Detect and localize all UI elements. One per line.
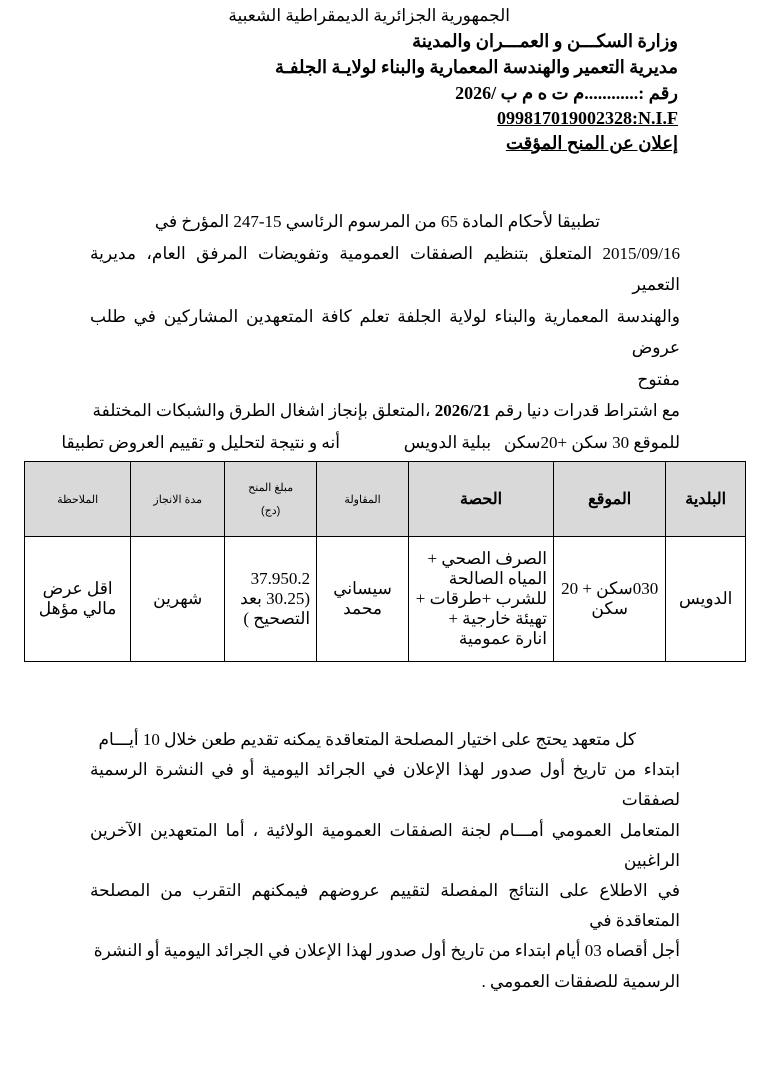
cell-contractor: سيساني محمد — [317, 537, 409, 662]
tender-number: 2026/21 — [434, 401, 491, 420]
table-header-row — [25, 462, 746, 537]
closing-line: في الاطلاع على النتائج المفصلة لتقييم عروضهم فيمكنهم التقرب من المصلحة المتعاقدة في — [90, 881, 680, 931]
republic-heading: الجمهورية الجزائرية الديمقراطية الشعبية — [228, 6, 510, 25]
header-amount-label: مبلغ المنح — [248, 482, 294, 494]
closing-line: المتعامل العمومي أمـــام لجنة الصفقات العمومية الولائية ، أما المتعهدين الآخرين الراغبين — [90, 820, 680, 870]
cell-municipality: الدويس — [666, 537, 746, 662]
closing-line: كل متعهد يحتج على اختيار المصلحة المتعاقدة يمكنه تقديم طعن خلال 10 أيـــام — [98, 730, 636, 749]
table-row — [25, 537, 746, 662]
closing-line: أجل أقصاه 03 أيام ابتداء من تاريخ أول صدور لهذا الإعلان في الجرائد اليومية أو النشرة — [93, 941, 680, 961]
cell-lot: الصرف الصحي + المياه الصالحة للشرب +طرقات + تهيئة خارجية + انارة عمومية — [409, 537, 554, 662]
cell-remarks: اقل عرض مالي مؤهل — [25, 537, 131, 662]
closing-paragraph — [90, 725, 680, 997]
reference-number: رقم :............م ت ه م ب /2026 — [455, 83, 678, 103]
header-lot: الحصة — [409, 462, 554, 537]
header-amount — [225, 462, 317, 537]
intro-line — [90, 395, 680, 427]
directorate-heading: مديرية التعمير والهندسة المعمارية والبناء لولايـة الجلفـة — [274, 57, 678, 77]
award-table — [24, 461, 746, 662]
intro-line: للموقع 30 سكن +20سكن ببلية الدويس أنه و نتيجة لتحليل و تقييم العروض تطبيقا — [61, 432, 680, 452]
intro-line-pre: مع اشتراط قدرات دنيا رقم — [490, 401, 680, 420]
ministry-heading: وزارة السكـــن و العمـــران والمدينة — [412, 31, 678, 51]
header-location: الموقع — [554, 462, 666, 537]
closing-line: ابتداء من تاريخ أول صدور لهذا الإعلان في الجرائد اليومية أو في النشرة الرسمية لصفقات — [90, 760, 680, 810]
header-municipality: البلدية — [666, 462, 746, 537]
header-remarks: الملاحظة — [25, 462, 131, 537]
nif-number: 09981701900232‪8:N.I.F — [497, 108, 678, 128]
intro-line: 2015/09/16 المتعلق بتنظيم الصفقات العمومية وتفويضات المرفق العام، مديرية التعمير — [90, 243, 680, 294]
announcement-title: إعلان عن المنح المؤقت — [505, 133, 678, 153]
cell-duration: شهرين — [131, 537, 225, 662]
closing-line: الرسمية للصفقات العمومي . — [481, 971, 680, 991]
intro-paragraph — [61, 206, 680, 490]
cell-amount: 37.950.2 (30.25 بعد التصحيح ) — [225, 537, 317, 662]
header-amount-unit: (دج) — [260, 505, 281, 517]
intro-line: تطبيقا لأحكام المادة 65 من المرسوم الرئاسي 15-247 المؤرخ في — [154, 212, 600, 231]
header-contractor: المقاولة — [317, 462, 409, 537]
intro-line: مفتوح — [637, 369, 680, 389]
intro-line: والهندسة المعمارية والبناء لولاية الجلفة تعلم كافة المتعهدين المشاركين في طلب عروض — [90, 306, 680, 357]
cell-location: 030سكن + 20 سكن — [554, 537, 666, 662]
header-duration: مدة الانجاز — [131, 462, 225, 537]
intro-line-post: ،المتعلق بإنجاز اشغال الطرق والشبكات المختلفة — [92, 401, 435, 420]
